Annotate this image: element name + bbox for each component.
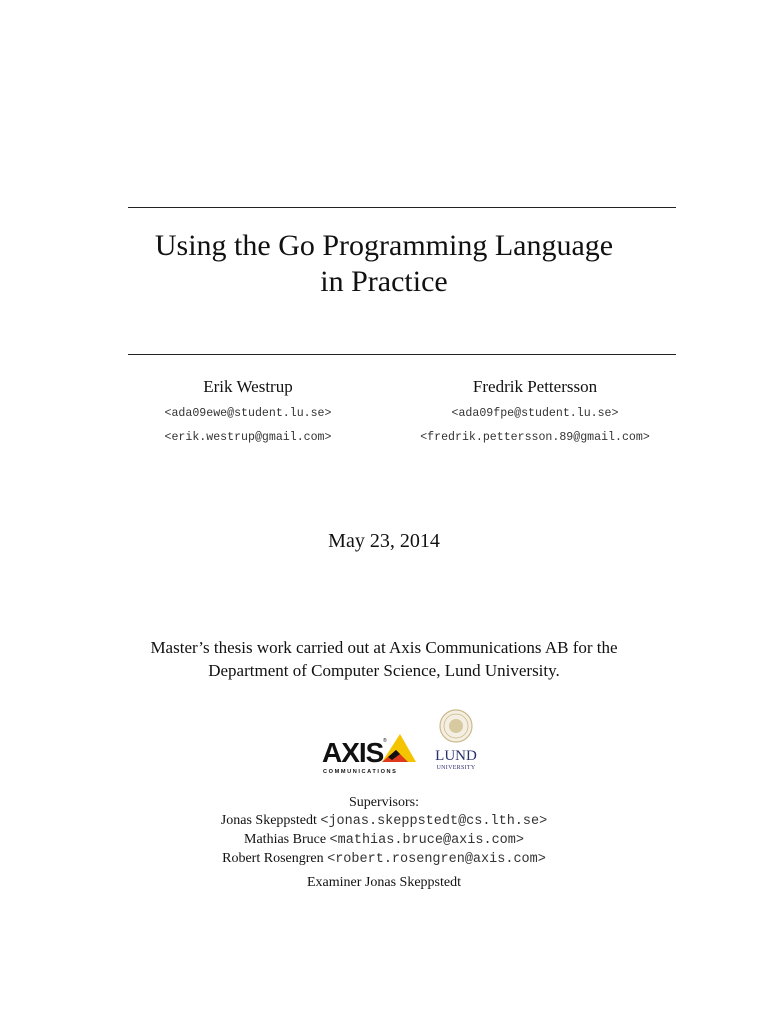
author-email: <ada09fpe@student.lu.se>	[451, 407, 619, 420]
supervisors-heading: Supervisors:	[349, 795, 419, 810]
supervisor-name: Jonas Skeppstedt	[220, 813, 317, 828]
author-email: <ada09ewe@student.lu.se>	[164, 407, 332, 420]
thesis-date: May 23, 2014	[328, 530, 440, 552]
title-line-2: in Practice	[320, 265, 448, 298]
author-2	[390, 376, 680, 450]
logos	[320, 708, 490, 775]
lund-university-logo	[430, 708, 482, 772]
supervisor-email: <jonas.skeppstedt@cs.lth.se>	[320, 814, 548, 829]
description-line-2: Department of Computer Science, Lund University.	[208, 661, 560, 680]
author-name: Erik Westrup	[203, 377, 293, 396]
thesis-title	[0, 228, 768, 300]
svg-text:UNIVERSITY: UNIVERSITY	[436, 765, 476, 771]
svg-text:LUND: LUND	[435, 748, 477, 764]
authors-block	[128, 376, 676, 450]
author-email: <erik.westrup@gmail.com>	[164, 431, 332, 444]
supervisor-row	[0, 831, 768, 850]
svg-text:®: ®	[383, 738, 387, 744]
supervisor-name: Robert Rosengren	[222, 851, 324, 866]
author-email: <fredrik.pettersson.89@gmail.com>	[420, 431, 650, 444]
svg-text:COMMUNICATIONS: COMMUNICATIONS	[323, 769, 398, 775]
title-line-1: Using the Go Programming Language	[154, 229, 614, 262]
svg-text:AXIS: AXIS	[322, 737, 384, 768]
supervisor-email: <mathias.bruce@axis.com>	[329, 833, 524, 848]
bottom-rule	[128, 354, 676, 355]
top-rule	[128, 207, 676, 208]
thesis-description	[0, 636, 768, 682]
author-1	[130, 376, 366, 450]
description-line-1: Master’s thesis work carried out at Axis Communications AB for the	[150, 638, 618, 657]
supervisor-row	[0, 850, 768, 869]
supervisors-block	[0, 794, 768, 869]
examiner: Examiner Jonas Skeppstedt	[307, 875, 461, 890]
supervisor-row	[0, 812, 768, 831]
author-name: Fredrik Pettersson	[472, 377, 598, 396]
supervisor-email: <robert.rosengren@axis.com>	[327, 852, 546, 867]
axis-logo	[322, 732, 416, 776]
supervisor-name: Mathias Bruce	[244, 832, 327, 847]
